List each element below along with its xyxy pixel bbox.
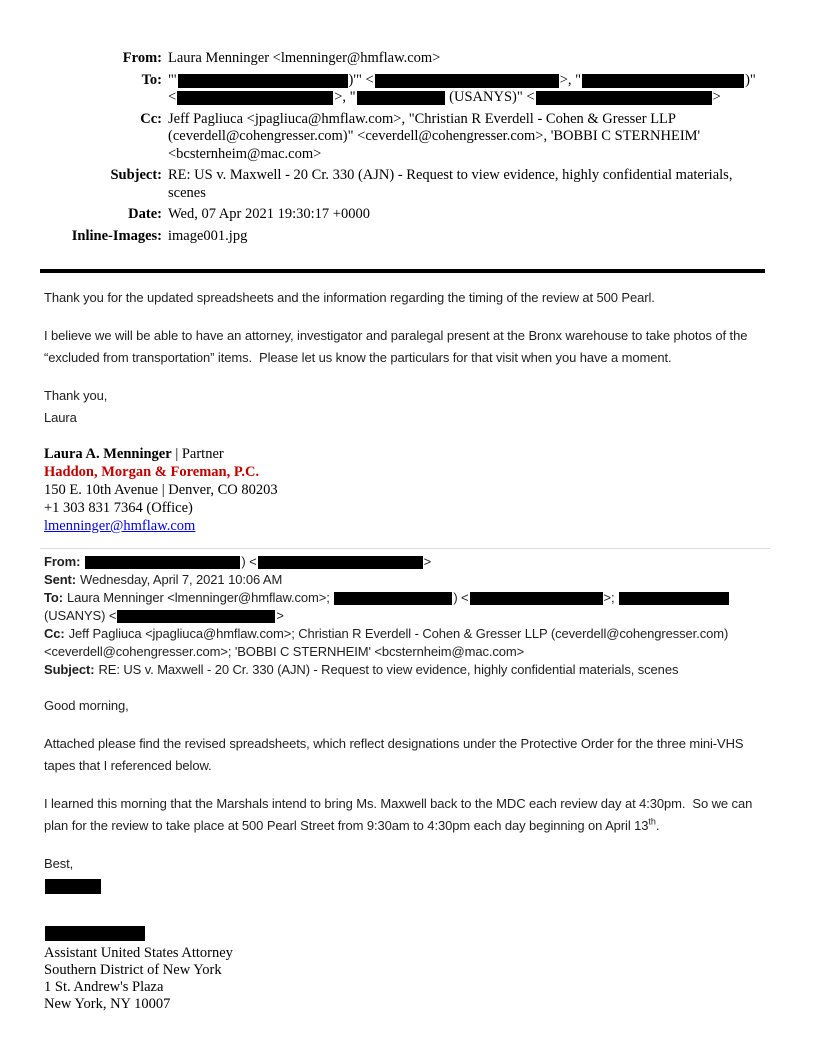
email1-header xyxy=(44,50,772,245)
sent-value: Wednesday, April 7, 2021 10:06 AM xyxy=(80,572,283,587)
ordinal-superscript: th xyxy=(648,816,656,827)
date-value: Wed, 07 Apr 2021 19:30:17 +0000 xyxy=(168,206,370,222)
cc-label: Cc: xyxy=(44,626,65,641)
subject-label: Subject: xyxy=(44,662,95,677)
signature-name-line xyxy=(44,445,772,463)
cc-label: Cc: xyxy=(140,110,162,127)
redaction-bar xyxy=(258,556,423,569)
paragraph-text: . xyxy=(655,818,660,833)
email1-body xyxy=(44,287,772,429)
to-text: Laura Menninger <lmenninger@hmflaw.com>; xyxy=(66,590,334,605)
to-value xyxy=(168,72,768,107)
from-punct: > xyxy=(423,554,432,569)
redaction-bar xyxy=(536,91,712,105)
to-punct: ) < xyxy=(453,590,469,605)
email1-to-row xyxy=(44,72,772,107)
redaction-bar xyxy=(619,592,729,605)
to-punct: (USANYS)" < xyxy=(445,89,535,105)
email2-closing xyxy=(44,853,772,898)
email2-header xyxy=(44,553,772,679)
subject-value: RE: US v. Maxwell - 20 Cr. 330 (AJN) - Request to view evidence, highly confidential materials, scenes xyxy=(168,167,733,201)
cc-value: Jeff Pagliuca <jpagliuca@hmflaw.com>; Christian R Everdell - Cohen & Gresser LLP (ceverdell@cohengresser.com) <ceverdell@cohengresser.com>; 'BOBBI C STERNHEIM' <bcsternheim@mac.com> xyxy=(44,626,729,659)
from-label: From: xyxy=(44,554,81,569)
email2-from-line xyxy=(44,553,772,571)
footer-district: Southern District of New York xyxy=(44,962,222,978)
from-value: Laura Menninger <lmenninger@hmflaw.com> xyxy=(168,50,441,66)
email2-cc-line xyxy=(44,625,772,661)
signature-address: 150 E. 10th Avenue | Denver, CO 80203 xyxy=(44,482,278,498)
redaction-bar xyxy=(45,879,101,894)
signature-title: | Partner xyxy=(171,446,224,462)
to-line-2 xyxy=(168,89,768,107)
signature-name: Laura A. Menninger xyxy=(44,446,172,462)
email2-sent-line xyxy=(44,571,772,589)
to-text: (USANYS) < xyxy=(44,608,117,623)
to-punct: )" xyxy=(745,71,756,88)
sent-label: Sent: xyxy=(44,572,77,587)
to-punct: "' xyxy=(168,71,177,88)
cc-value: Jeff Pagliuca <jpagliuca@hmflaw.com>, "Christian R Everdell - Cohen & Gresser LLP (ceverdell@cohengresser.com)" <ceverdell@cohengresser.com>, 'BOBBI C STERNHEIM' <bcsternheim@mac.com> xyxy=(168,110,701,162)
email1-from-row xyxy=(44,50,772,68)
email2-to-line-1 xyxy=(44,589,772,607)
email2-greeting: Good morning, xyxy=(44,698,129,713)
redaction-bar xyxy=(85,556,240,569)
email2-body xyxy=(44,695,772,898)
to-label: To: xyxy=(44,590,63,605)
redaction-bar xyxy=(334,592,452,605)
email2-to-line-2 xyxy=(44,607,772,625)
to-label: To: xyxy=(141,71,162,88)
signature-firm: Haddon, Morgan & Foreman, P.C. xyxy=(44,464,260,480)
to-punct: >, " xyxy=(559,71,582,88)
signature-email-link[interactable]: lmenninger@hmflaw.com xyxy=(44,518,196,534)
email1-paragraph-1: Thank you for the updated spreadsheets and the information regarding the timing of the review at 500 Pearl. xyxy=(44,290,655,305)
footer-role: Assistant United States Attorney xyxy=(44,945,233,961)
email2-paragraph-1: Attached please find the revised spreadsheets, which reflect designations under the Protective Order for the three mini-VHS tapes that I referenced below. xyxy=(44,736,747,773)
email2-paragraph-2 xyxy=(44,793,772,837)
from-label: From: xyxy=(122,50,162,66)
email1-closing xyxy=(44,385,772,429)
thanks-line: Thank you, xyxy=(44,388,108,403)
inline-images-value: image001.jpg xyxy=(168,227,248,244)
subject-value: RE: US v. Maxwell - 20 Cr. 330 (AJN) - Request to view evidence, highly confidential materials, scenes xyxy=(98,662,679,677)
footer-signature xyxy=(44,926,772,1013)
to-punct: )'" < xyxy=(348,71,374,88)
email1-subject-row xyxy=(44,167,772,202)
email1-date-row xyxy=(44,206,772,224)
header-divider-rule xyxy=(40,269,765,273)
redaction-bar xyxy=(178,74,348,88)
to-punct: > xyxy=(712,89,721,105)
closing-text: Best, xyxy=(44,856,74,871)
quoted-email-divider-rule xyxy=(40,548,770,549)
sender-name: Laura xyxy=(44,410,77,425)
redaction-bar xyxy=(45,926,145,941)
footer-address-2: New York, NY 10007 xyxy=(44,996,171,1012)
redaction-bar xyxy=(357,91,445,105)
email1-paragraph-2: I believe we will be able to have an attorney, investigator and paralegal present at the Bronx warehouse to take photos of the “excluded from transportation” items. Please let us know the particulars for that visit when you have a moment. xyxy=(44,328,751,365)
redaction-bar xyxy=(177,91,333,105)
redaction-bar xyxy=(582,74,744,88)
inline-images-label: Inline-Images: xyxy=(71,227,162,244)
to-punct: > xyxy=(276,608,284,623)
footer-address-1: 1 St. Andrew's Plaza xyxy=(44,979,164,995)
from-punct: ) < xyxy=(241,554,257,569)
signature-phone: +1 303 831 7364 (Office) xyxy=(44,500,193,516)
subject-label: Subject: xyxy=(110,167,162,183)
email1-inline-images-row xyxy=(44,228,772,246)
to-line-1 xyxy=(168,72,768,90)
email1-cc-row xyxy=(44,111,772,164)
email1-signature xyxy=(44,445,772,535)
to-punct: < xyxy=(168,89,177,105)
redaction-bar xyxy=(375,74,559,88)
redaction-bar xyxy=(117,610,275,623)
paragraph-text: I learned this morning that the Marshals intend to bring Ms. Maxwell back to the MDC each review day at 4:30pm. So we can plan for the review to take place at 500 Pearl Street from 9:30am to 4:30pm each day beginning on April 13 xyxy=(44,796,756,833)
to-punct: >; xyxy=(603,590,619,605)
date-label: Date: xyxy=(128,206,162,222)
redaction-bar xyxy=(470,592,603,605)
to-punct: >, " xyxy=(334,89,356,105)
email2-subject-line xyxy=(44,661,772,679)
